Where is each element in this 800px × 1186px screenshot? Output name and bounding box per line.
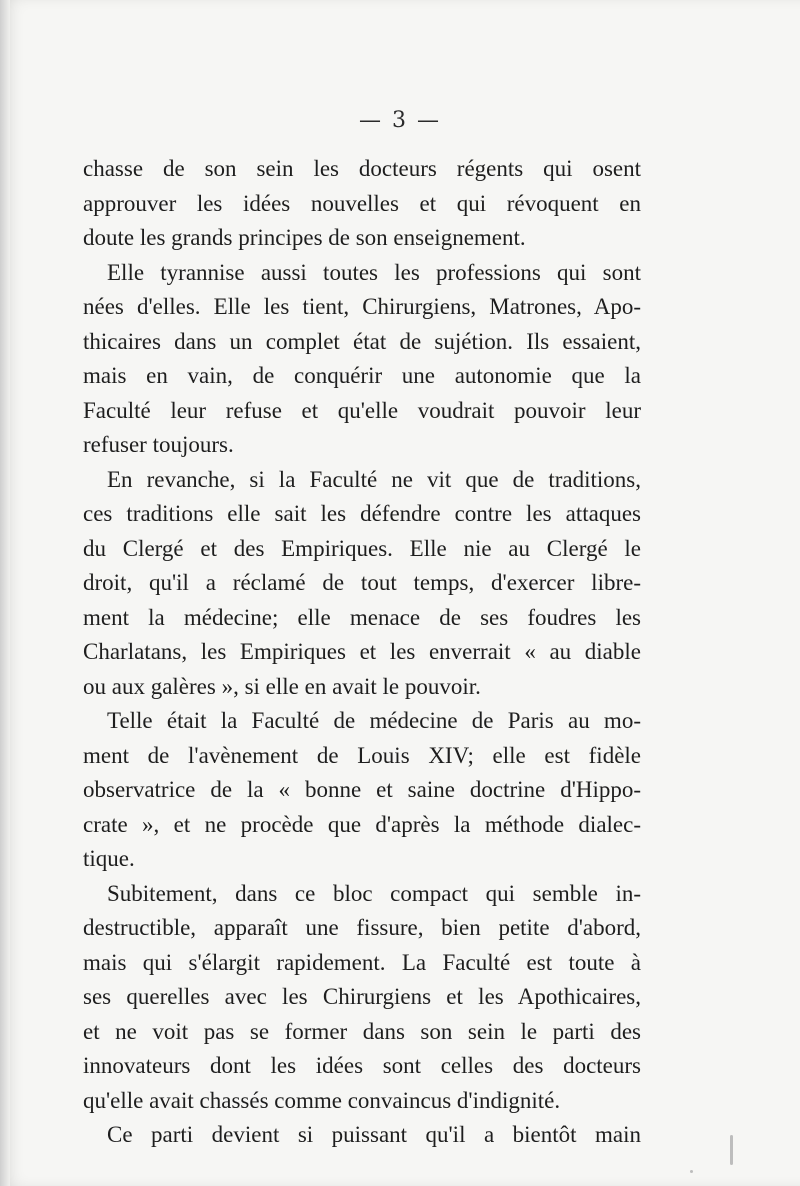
text-line: mais qui s'élargit rapidement. La Faculté est toute à [83,949,641,975]
text-line: tique. [83,846,135,871]
text-line: Charlatans, les Empiriques et les enverrait « au diable [83,639,641,664]
text-line: Ce parti devient si puissant qu'il a bientôt main [107,1122,641,1147]
text-line: et ne voit pas se former dans son sein le parti des [83,1018,641,1044]
text-line: thicaires dans un complet état de sujétion. Ils essaient, [83,328,641,354]
text-line: observatrice de la « bonne et saine doctrine d'Hippo- [83,777,641,802]
text-line: ces traditions elle sait les défendre contre les attaques [83,501,641,526]
text-line: Subitement, dans ce bloc compact qui semble in- [107,880,641,906]
text-line: mais en vain, de conquérir une autonomie que la [83,363,641,388]
text-line: nées d'elles. Elle les tient, Chirurgiens, Matrones, Apo- [83,294,641,319]
text-line: Elle tyrannise aussi toutes les professions qui sont [107,259,641,285]
text-line: doute les grands principes de son enseignement. [83,225,526,250]
text-line: refuser toujours. [83,432,234,457]
text-line: ment la médecine; elle menace de ses foudres les [83,604,641,630]
text-line: crate », et ne procède que d'après la méthode dialec- [83,811,641,837]
book-gutter-shadow [0,0,10,1186]
text-line: Telle était la Faculté de médecine de Paris au mo- [107,708,641,733]
text-line: En revanche, si la Faculté ne vit que de traditions, [107,466,641,492]
text-line: ment de l'avènement de Louis XIV; elle est fidèle [83,742,641,768]
paper-speck [690,1170,693,1173]
text-line: du Clergé et des Empiriques. Elle nie au Clergé le [83,535,641,561]
page-number: — 3 — [359,108,441,133]
paper-speck [730,1135,733,1165]
text-line: droit, qu'il a réclamé de tout temps, d'exercer libre- [83,570,641,595]
text-line: ou aux galères », si elle en avait le pouvoir. [83,673,481,699]
text-line: approuver les idées nouvelles et qui révoquent en [83,190,641,216]
text-line: qu'elle avait chassés comme convaincus d'indignité. [83,1087,561,1113]
text-line: destructible, apparaît une fissure, bien petite d'abord, [83,915,641,940]
text-line: innovateurs dont les idées sont celles des docteurs [83,1053,641,1078]
text-line: ses querelles avec les Chirurgiens et les Apothicaires, [83,984,641,1009]
body-text [83,152,641,1153]
text-line: Faculté leur refuse et qu'elle voudrait pouvoir leur [83,397,641,423]
text-line: chasse de son sein les docteurs régents qui osent [83,156,641,181]
